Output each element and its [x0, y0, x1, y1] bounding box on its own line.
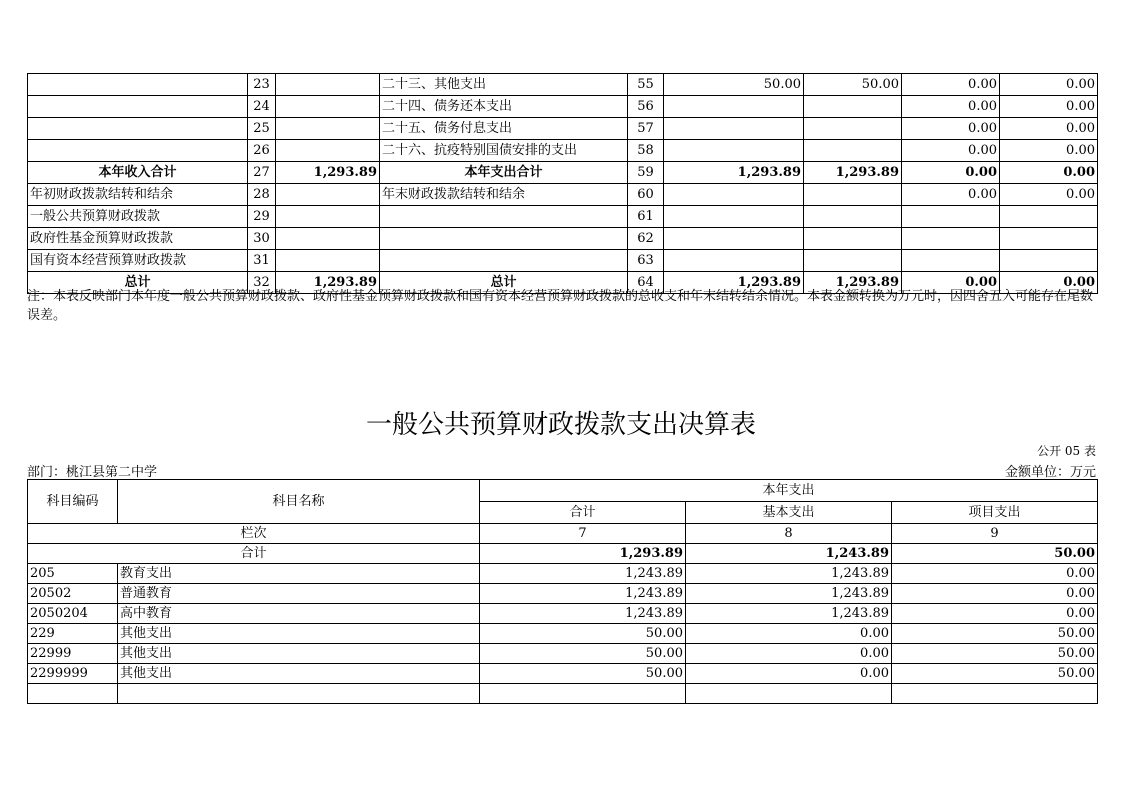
amount-project: 0.00 [892, 564, 1098, 584]
expense-item [380, 228, 628, 250]
form-code: 公开 05 表 [1037, 444, 1096, 458]
expense-gov-fund: 0.00 [902, 96, 1000, 118]
table-row [28, 624, 1098, 644]
subject-code: 2299999 [28, 664, 118, 684]
income-amount [276, 206, 380, 228]
subject-name: 高中教育 [118, 604, 480, 624]
expense-total [664, 140, 804, 162]
subject-code: 2050204 [28, 604, 118, 624]
subject-name: 普通教育 [118, 584, 480, 604]
column-number-basic: 8 [686, 524, 892, 544]
amount-project: 50.00 [892, 644, 1098, 664]
header-code: 科目编码 [28, 480, 118, 524]
expense-line-no: 61 [628, 206, 664, 228]
expense-item [380, 206, 628, 228]
expense-total [664, 96, 804, 118]
column-number-row [28, 524, 1098, 544]
amount-project: 0.00 [892, 604, 1098, 624]
income-amount [276, 184, 380, 206]
table-row [28, 74, 1098, 96]
income-amount [276, 228, 380, 250]
expense-gov-fund: 0.00 [902, 140, 1000, 162]
income-line-no: 30 [248, 228, 276, 250]
table-row [28, 184, 1098, 206]
general-budget-expenditure-body [28, 480, 1098, 704]
subject-code: 229 [28, 624, 118, 644]
expense-state-capital: 0.00 [1000, 140, 1098, 162]
expense-line-no: 55 [628, 74, 664, 96]
table-row [28, 644, 1098, 664]
sum-basic: 1,243.89 [686, 544, 892, 564]
income-amount [276, 250, 380, 272]
column-label: 栏次 [28, 524, 480, 544]
income-item [28, 96, 248, 118]
expense-item: 二十五、债务付息支出 [380, 118, 628, 140]
expense-line-no: 56 [628, 96, 664, 118]
expense-state-capital: 0.00 [1000, 162, 1098, 184]
table-row [28, 162, 1098, 184]
table-row [28, 584, 1098, 604]
expense-line-no: 62 [628, 228, 664, 250]
income-amount [276, 74, 380, 96]
expense-item: 本年支出合计 [380, 162, 628, 184]
subject-name [118, 684, 480, 704]
income-item: 本年收入合计 [28, 162, 248, 184]
sum-row [28, 544, 1098, 564]
expense-general-budget: 1,293.89 [804, 272, 902, 294]
expense-item: 总计 [380, 272, 628, 294]
table-row [28, 250, 1098, 272]
department-label: 部门：桃江县第二中学 [27, 465, 158, 480]
subject-code: 22999 [28, 644, 118, 664]
header-basic: 基本支出 [686, 502, 892, 524]
expense-state-capital [1000, 250, 1098, 272]
amount-project [892, 684, 1098, 704]
subject-code: 20502 [28, 584, 118, 604]
amount-project: 50.00 [892, 664, 1098, 684]
table-row [28, 684, 1098, 704]
general-budget-expenditure-table [27, 479, 1098, 704]
amount-total: 50.00 [480, 644, 686, 664]
income-line-no: 31 [248, 250, 276, 272]
table-row [28, 228, 1098, 250]
expense-gov-fund: 0.00 [902, 272, 1000, 294]
expense-general-budget: 1,293.89 [804, 162, 902, 184]
unit-label: 金额单位：万元 [1004, 465, 1096, 480]
expense-gov-fund: 0.00 [902, 74, 1000, 96]
subject-name: 其他支出 [118, 644, 480, 664]
expense-line-no: 63 [628, 250, 664, 272]
table-row [28, 664, 1098, 684]
amount-total: 50.00 [480, 624, 686, 644]
income-amount [276, 118, 380, 140]
subject-code: 205 [28, 564, 118, 584]
expense-state-capital: 0.00 [1000, 184, 1098, 206]
income-line-no: 32 [248, 272, 276, 294]
amount-basic: 1,243.89 [686, 584, 892, 604]
subject-name: 教育支出 [118, 564, 480, 584]
income-line-no: 27 [248, 162, 276, 184]
expense-line-no: 58 [628, 140, 664, 162]
expense-state-capital: 0.00 [1000, 118, 1098, 140]
expense-general-budget [804, 206, 902, 228]
fiscal-summary-table [27, 73, 1098, 294]
income-line-no: 28 [248, 184, 276, 206]
income-amount [276, 140, 380, 162]
expense-line-no: 57 [628, 118, 664, 140]
subject-name: 其他支出 [118, 624, 480, 644]
expense-item: 二十三、其他支出 [380, 74, 628, 96]
column-number-project: 9 [892, 524, 1098, 544]
expense-total [664, 250, 804, 272]
income-line-no: 25 [248, 118, 276, 140]
income-line-no: 26 [248, 140, 276, 162]
expense-general-budget: 50.00 [804, 74, 902, 96]
expense-general-budget [804, 140, 902, 162]
amount-total: 1,243.89 [480, 604, 686, 624]
expense-item: 年末财政拨款结转和结余 [380, 184, 628, 206]
subject-name: 其他支出 [118, 664, 480, 684]
expense-general-budget [804, 184, 902, 206]
expense-state-capital [1000, 206, 1098, 228]
expense-total [664, 206, 804, 228]
expense-line-no: 59 [628, 162, 664, 184]
table-row [28, 564, 1098, 584]
amount-basic: 1,243.89 [686, 564, 892, 584]
expense-gov-fund: 0.00 [902, 118, 1000, 140]
sum-total: 1,293.89 [480, 544, 686, 564]
amount-basic: 1,243.89 [686, 604, 892, 624]
expense-gov-fund [902, 228, 1000, 250]
header-project: 项目支出 [892, 502, 1098, 524]
expense-total: 1,293.89 [664, 272, 804, 294]
income-line-no: 29 [248, 206, 276, 228]
expense-gov-fund: 0.00 [902, 184, 1000, 206]
expense-state-capital: 0.00 [1000, 74, 1098, 96]
expense-total: 1,293.89 [664, 162, 804, 184]
sum-label: 合计 [28, 544, 480, 564]
expense-total [664, 228, 804, 250]
income-item: 年初财政拨款结转和结余 [28, 184, 248, 206]
expense-total [664, 184, 804, 206]
amount-total: 50.00 [480, 664, 686, 684]
income-item: 总计 [28, 272, 248, 294]
amount-total: 1,243.89 [480, 584, 686, 604]
expense-line-no: 60 [628, 184, 664, 206]
amount-total: 1,243.89 [480, 564, 686, 584]
expense-total [664, 118, 804, 140]
expense-item [380, 250, 628, 272]
sum-project: 50.00 [892, 544, 1098, 564]
header-name: 科目名称 [118, 480, 480, 524]
expense-total: 50.00 [664, 74, 804, 96]
amount-basic: 0.00 [686, 664, 892, 684]
income-item [28, 140, 248, 162]
income-amount: 1,293.89 [276, 272, 380, 294]
expense-gov-fund [902, 250, 1000, 272]
income-line-no: 24 [248, 96, 276, 118]
amount-project: 50.00 [892, 624, 1098, 644]
amount-project: 0.00 [892, 584, 1098, 604]
expense-item: 二十四、债务还本支出 [380, 96, 628, 118]
column-number-total: 7 [480, 524, 686, 544]
table-title: 一般公共预算财政拨款支出决算表 [365, 410, 756, 440]
expense-state-capital: 0.00 [1000, 272, 1098, 294]
expense-item: 二十六、抗疫特别国债安排的支出 [380, 140, 628, 162]
expense-general-budget [804, 96, 902, 118]
expense-general-budget [804, 250, 902, 272]
amount-basic [686, 684, 892, 704]
expense-general-budget [804, 228, 902, 250]
header-total: 合计 [480, 502, 686, 524]
income-amount: 1,293.89 [276, 162, 380, 184]
fiscal-summary-body [28, 74, 1098, 294]
income-amount [276, 96, 380, 118]
income-item [28, 118, 248, 140]
subject-code [28, 684, 118, 704]
amount-total [480, 684, 686, 704]
income-item: 国有资本经营预算财政拨款 [28, 250, 248, 272]
income-line-no: 23 [248, 74, 276, 96]
table-row [28, 96, 1098, 118]
amount-basic: 0.00 [686, 644, 892, 664]
table-row [28, 206, 1098, 228]
header-row-1 [28, 480, 1098, 502]
header-group: 本年支出 [480, 480, 1098, 502]
expense-state-capital: 0.00 [1000, 96, 1098, 118]
expense-general-budget [804, 118, 902, 140]
expense-line-no: 64 [628, 272, 664, 294]
income-item: 一般公共预算财政拨款 [28, 206, 248, 228]
expense-gov-fund [902, 206, 1000, 228]
expense-state-capital [1000, 228, 1098, 250]
amount-basic: 0.00 [686, 624, 892, 644]
income-item: 政府性基金预算财政拨款 [28, 228, 248, 250]
expense-gov-fund: 0.00 [902, 162, 1000, 184]
table-row [28, 118, 1098, 140]
table-row [28, 140, 1098, 162]
income-item [28, 74, 248, 96]
table-note: 注：本表反映部门本年度一般公共预算财政拨款、政府性基金预算财政拨款和国有资本经营预算财政拨款的总收支和年末结转结余情况。本表金额转换为万元时，因四舍五入可能存在尾数误差。 [27, 289, 1094, 323]
table-row [28, 604, 1098, 624]
